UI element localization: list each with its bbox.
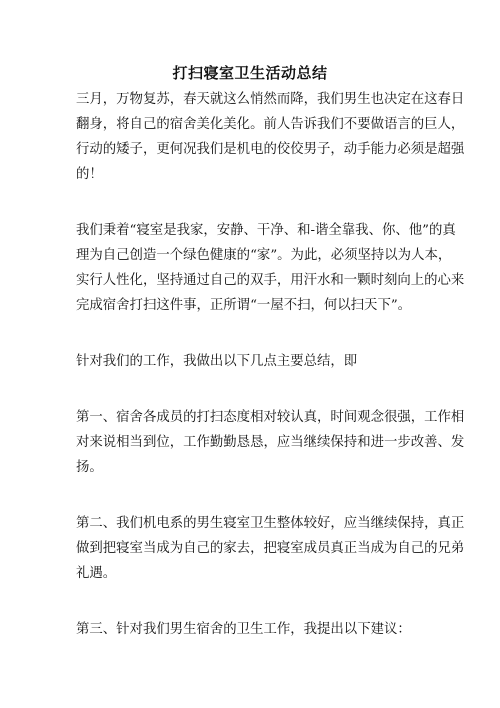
paragraph-1-line-2: 翻身，将自己的宿舍美化美化。前人告诉我们不要做语言的巨人， [76, 117, 465, 132]
paragraph-2-line-1: 我们秉着“寝室是我家，安静、干净、和-谐全靠我、你、他”的真 [76, 223, 456, 238]
paragraph-6-line-1: 第三、针对我们男生宿舍的卫生工作，我提出以下建议： [76, 622, 411, 637]
paragraph-4-line-2: 对来说相当到位，工作勤勤恳恳，应当继续保持和进一步改善、发 [76, 435, 465, 450]
paragraph-1-line-3: 行动的矮子，更何况我们是机电的佼佼男子，动手能力必须是超强 [76, 142, 465, 157]
paragraph-1-line-1: 三月，万物复苏，春天就这么悄然而降，我们男生也决定在这春日 [76, 92, 465, 107]
paragraph-4-line-3: 扬。 [76, 460, 103, 475]
paragraph-5-line-1: 第二、我们机电系的男生寝室卫生整体较好，应当继续保持，真正 [76, 516, 465, 531]
paragraph-2-line-3: 实行人性化，坚持通过自己的双手，用汗水和一颗时刻向上的心来 [76, 273, 465, 288]
paragraph-5-line-2: 做到把寝室当成为自己的家去，把寝室成员真正当成为自己的兄弟 [76, 541, 465, 556]
document-title: 打扫寝室卫生活动总结 [172, 64, 328, 82]
paragraph-3-line-1: 针对我们的工作，我做出以下几点主要总结，即 [76, 354, 358, 369]
paragraph-1-line-4: 的！ [76, 167, 103, 182]
paragraph-5-line-3: 礼遇。 [76, 566, 117, 581]
paragraph-2-line-4: 完成宿舍打扫这件事，正所谓“一屋不扫，何以扫天下”。 [76, 298, 412, 313]
paragraph-2-line-2: 理为自己创造一个绿色健康的“家”。为此，必须坚持以为人本， [76, 248, 452, 263]
paragraph-4-line-1: 第一、宿舍各成员的打扫态度相对较认真，时间观念很强，工作相 [76, 410, 465, 425]
